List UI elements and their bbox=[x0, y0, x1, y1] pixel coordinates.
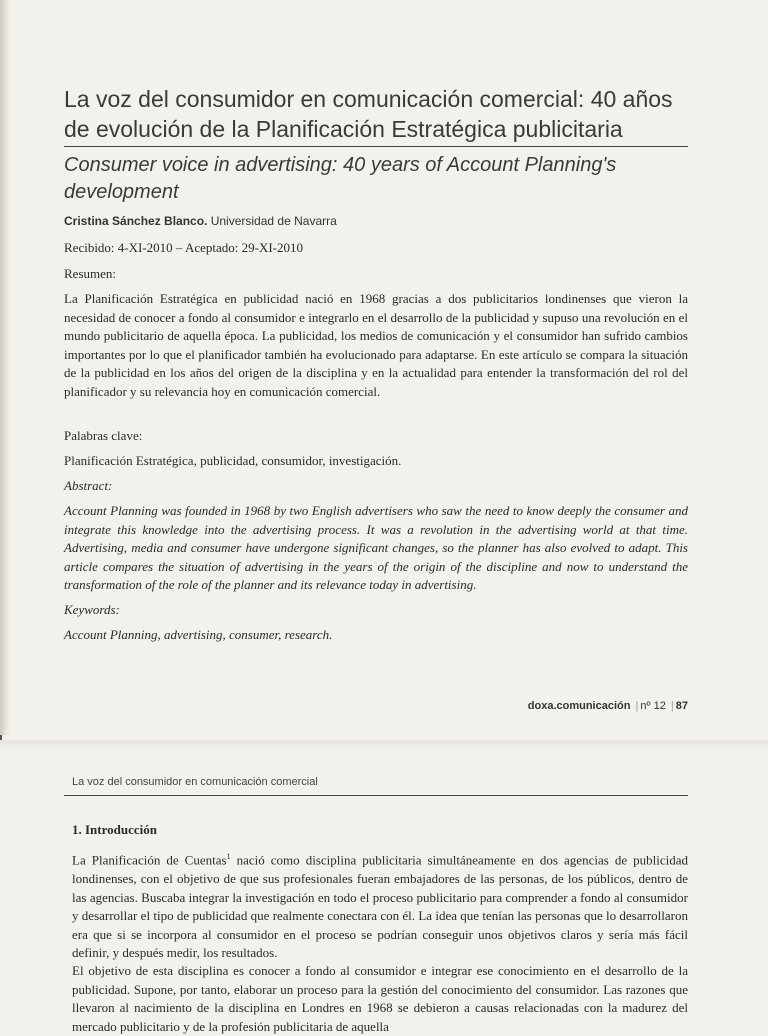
palabras-clave-text: Planificación Estratégica, publicidad, consumidor, investigación. bbox=[64, 453, 402, 468]
intro-p1-start: La Planificación de Cuentas bbox=[72, 852, 227, 868]
article-title: La voz del consumidor en comunicación comercial: 40 años de evolución de la Planificación Estratégica publicitaria bbox=[64, 86, 673, 142]
intro-paragraph-2: El objetivo de esta disciplina es conocer a fondo al consumidor e integrar ese conocimiento en el desarrollo de la publicidad. Supone, por tanto, elaborar un proceso para la gestión del conocimiento del consumidor. Las razones que llevaron al nacimiento de la disciplina en Londres en 1968 se debieron a causas relacionadas con la madurez del mercado publicitario y de la profesión publicitaria de aquella bbox=[72, 963, 688, 1034]
page-number: 87 bbox=[675, 700, 688, 712]
resumen-text: La Planificación Estratégica en publicidad nació en 1968 gracias a dos publicitarios londinenses que vieron la necesidad de conocer a fondo al consumidor e integrarlo en el desarrollo de la publicidad y supuso una revolución en el mundo publicitario de aquella época. La publicidad, los medios de comunicación y el consumidor han sufrido cambios importantes por lo que el planificador también ha evolucionado para adaptarse. En este artículo se compara la situación de la publicidad en los años del origen de la disciplina y en la actualidad para entender la transformación del rol del planificador y su relevancia hoy en comunicación comercial. bbox=[64, 291, 688, 399]
received-accepted-dates: Recibido: 4-XI-2010 – Aceptado: 29-XI-2010 bbox=[64, 240, 304, 255]
footnote-ref: 1 bbox=[226, 852, 231, 861]
abstract-label: Abstract: bbox=[64, 478, 113, 493]
intro-p1-rest: nació como disciplina publicitaria simultáneamente en dos agencias de publicidad londinenses, con el objetivo de que sus profesionales fueran embajadores de las personas, de los públicos, dentro de las agencias. Buscaba integrar la investigación en todo el proceso publicitario para comprender a fondo al consumidor y desarrollar el tipo de publicidad que realmente conectara con él. La idea que tenían las personas que lo desarrollaron era que si se incorpora al consumidor en el proceso se podrían conseguir unos objetivos claros y sería más fácil definir, y después medir, los resultados. bbox=[72, 852, 688, 961]
page-break bbox=[0, 740, 768, 750]
page-footer bbox=[528, 700, 688, 712]
journal-name: doxa.comunicación bbox=[527, 700, 631, 712]
issue-number: nº 12 bbox=[640, 700, 666, 712]
author-name: Cristina Sánchez Blanco. bbox=[64, 214, 208, 228]
running-head-divider bbox=[64, 795, 688, 796]
footer-separator: | bbox=[670, 700, 674, 712]
keywords-text: Account Planning, advertising, consumer, research. bbox=[64, 627, 333, 642]
title-divider bbox=[64, 146, 688, 147]
footer-separator: | bbox=[635, 700, 639, 712]
author-line bbox=[64, 214, 337, 228]
intro-paragraph-1 bbox=[72, 848, 688, 963]
abstract-text: Account Planning was founded in 1968 by two English advertisers who saw the need to know deeply the consumer and integrate this knowledge into the advertising process. It was a revolution in the advertising world at that time. Advertising, media and consumer have undergone significant changes, so the planner has also evolved to adapt. This article compares the situation of advertising in the years of the origin of the discipline and now to understand the transformation of the role of the planner and its relevance today in advertising. bbox=[64, 503, 688, 593]
resumen-label: Resumen: bbox=[64, 266, 116, 281]
keywords-label: Keywords: bbox=[64, 602, 120, 617]
running-head: La voz del consumidor en comunicación comercial bbox=[72, 776, 318, 788]
author-affiliation: Universidad de Navarra bbox=[210, 214, 337, 228]
section-heading: 1. Introducción bbox=[72, 822, 157, 837]
scan-shadow bbox=[0, 0, 10, 735]
palabras-clave-label: Palabras clave: bbox=[64, 428, 143, 443]
article-subtitle: Consumer voice in advertising: 40 years of Account Planning's development bbox=[64, 154, 617, 203]
